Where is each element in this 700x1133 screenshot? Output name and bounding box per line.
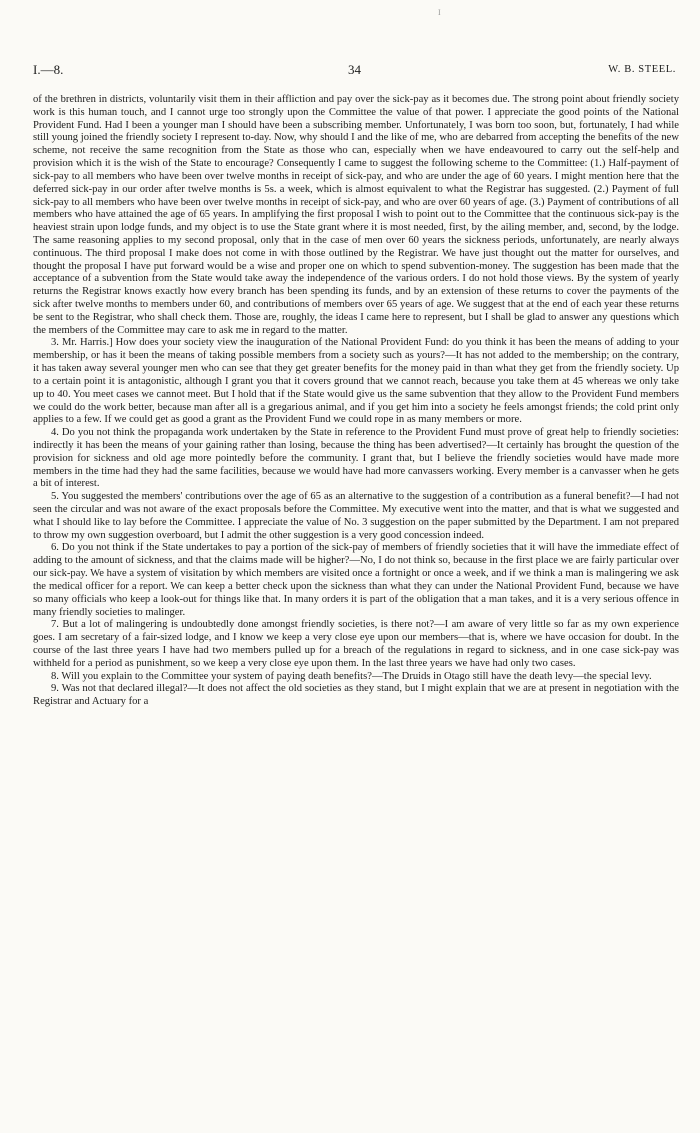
page-number: 34 [348, 62, 361, 77]
document-reference: I.—8. [33, 62, 64, 77]
question-6: 6. Do you not think if the State undertakes to pay a portion of the sick-pay of members of friendly societies that it will have the immediate effect of adding to the amount of sickness, and that the claims made will be higher?—No, I do not think so, because in the first place we are fairly particular over our sick-pay. We have a system of visitation by which members are visited once a fortnight or once a week, and if we think a man is malingering we ask the medical officer for a report. We can keep a better check upon the sickness than what they can under the National Provident Fund, because we have so many officials who keep a look-out for things like that. In many orders it is part of the obligation that a man takes, and it is a very serious offence in many friendly societies to malinger. [33, 542, 679, 618]
question-3: 3. Mr. Harris.] How does your society view the inauguration of the National Provident Fund: do you think it has been the means of adding to your membership, or has it been the means of taking possible members from a society such as yours?—It has not added to the membership; on the contrary, it has taken away several younger men who can see that they get greater benefits for the money paid in than what they get from the friendly society. Up to a certain point it is antagonistic, although I grant you that it covers ground that we cannot reach, because you take them at 45 whereas we only take up to 40. You meet cases we cannot meet. But I hold that if the State would give us the same subvention that they allow to the Provident Fund members we could do the work better, because man after all is a gregarious animal, and if you get him into a society he feels amongst friends; the cold print only applies to a few. If we could get as good a grant as the Provident Fund we could rope in as many members or more. [33, 337, 679, 426]
question-9: 9. Was not that declared illegal?—It does not affect the old societies as they stand, but I might explain that we are at present in negotiation with the Registrar and Actuary for a [33, 683, 679, 708]
document-body [33, 94, 679, 709]
witness-name: W. B. STEEL. [608, 64, 676, 75]
question-8: 8. Will you explain to the Committee your system of paying death benefits?—The Druids in Otago still have the death levy—the special levy. [51, 670, 652, 682]
question-7: 7. But a lot of malingering is undoubtedly done amongst friendly societies, is there not?—I am aware of very little so far as my own experience goes. I am secretary of a fair-sized lodge, and I know we keep a very close eye upon our members—that is, where we have occasion for doubt. In the course of the last three years I have had two members pulled up for a breach of the regulations in regard to sickness, and in one case sick-pay was withheld for a period as punishment, so we keep a very close eye upon them. In the last three years we have had only two cases. [33, 619, 679, 669]
corner-mark: I [438, 8, 441, 17]
page-header [33, 62, 676, 78]
question-5: 5. You suggested the members' contributions over the age of 65 as an alternative to the suggestion of a contribution as a funeral benefit?—I had not seen the circular and was not aware of the exact proposals before the Committee. My executive went into the matter, and that is what we suggested and what I should like to lay before the Committee. I appreciate the value of No. 3 suggestion on the paper submitted by the Department. I am not prepared to throw my own suggestion overboard, but I admit the other suggestion is a very good concession indeed. [33, 491, 679, 541]
paragraph-continued: of the brethren in districts, voluntarily visit them in their affliction and pay over the sick-pay as it becomes due. The strong point about friendly society work is this human touch, and I cannot urge too strongly upon the Committee the value of that power. I appreciate the good points of the National Provident Fund. Had I been a younger man I should have been a subscribing member. Unfortunately, I was born too soon, but, fortunately, I had while still young joined the friendly society I represent to-day. Now, why should I and the like of me, who are debarred from accepting the benefits of the new scheme, not receive the same recognition from the State as those who can, especially when we have endeavoured to carry out the self-help and provision which it is the wish of the State to encourage? Consequently I came to suggest the following scheme to the Committee: (1.) Half-payment of sick-pay to all members who have been over twelve months in receipt of sick-pay, and who are under the age of 60 years. I might mention here that the deferred sick-pay in our order after twelve months is 5s. a week, which is almost equivalent to what the Registrar has suggested. (2.) Payment of full sick-pay to all members who have been over twelve months in receipt of sick-pay, and who are over 60 years of age. (3.) Payment of contributions of all members who have attained the age of 65 years. In amplifying the first proposal I wish to point out to the Committee that the continuous sick-pay is the heaviest strain upon lodge funds, and my object is to use the State grant where it is most needed, first, by the ailing member, and, second, by the lodge. The same reasoning applies to my second proposal, only that in the case of men over 60 years the sickness periods, unfortunately, are nearly always continuous. The third proposal I make does not come in with those outlined by the Registrar. We have just thought out the matter for ourselves, and thought the proposal I have put forward would be a wise and proper one on which to spend subvention-money. The suggestion has been made that the acceptance of a subvention from the State would take away the independence of the various orders. I do not hold those views. By the system of yearly returns the Registrar knows exactly how every branch has been spending its funds, and by an extension of these returns to cover the payments of the sick after twelve months to members under 60, and contributions of members over 65 years of age. We suggest that at the end of each year these returns be sent to the Registrar, who shall check them. Those are, roughly, the ideas I came here to represent, but I shall be glad to answer any questions which the members of the Committee may care to ask me in regard to the matter. [33, 94, 679, 336]
question-4: 4. Do you not think the propaganda work undertaken by the State in reference to the Provident Fund must prove of great help to friendly societies: indirectly it has been the means of your gaining rather than losing, because the thing has been advertised?—It certainly has brought the question of the provision for sickness and old age more pointedly before the community. I grant that, but I believe the friendly societies would have made more members in the time had they had the same facilities, because we would have had more canvassers working. Every member is a canvasser when he gets a bit of interest. [33, 427, 679, 490]
